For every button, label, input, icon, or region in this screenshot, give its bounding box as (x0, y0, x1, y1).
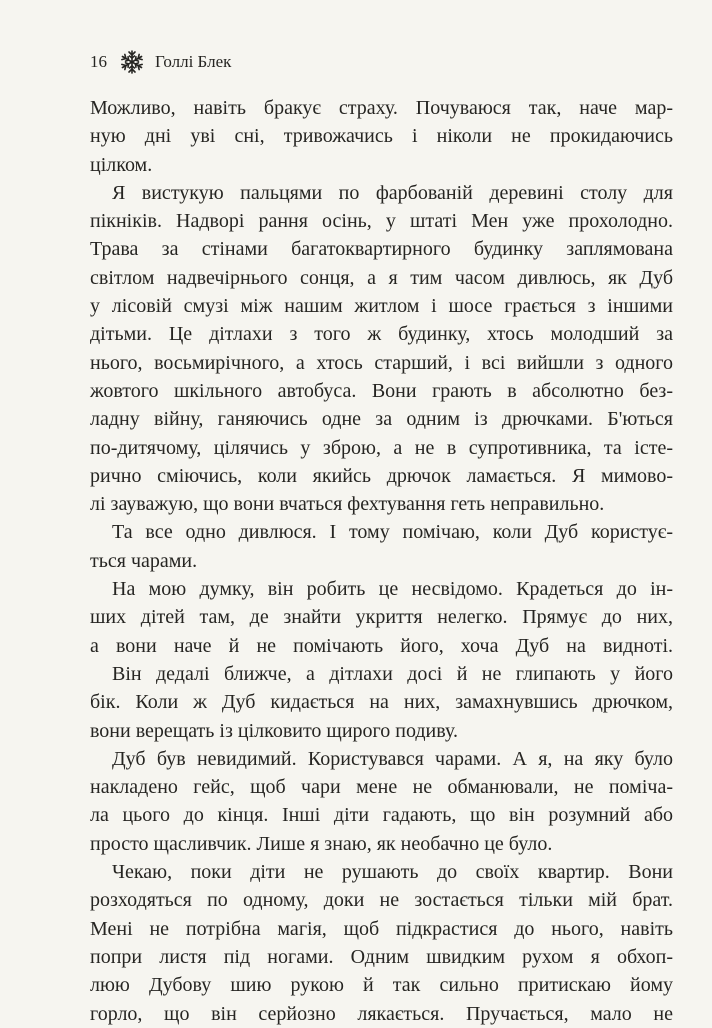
text-line: Мені не потрібна магія, щоб підкрастися до нього, навіть (90, 917, 673, 940)
text-line: Дуб був невидимий. Користувався чарами. А я, на яку було (112, 747, 673, 770)
text-line: дітьми. Це дітлахи з того ж будинку, хтось молодший за (90, 323, 673, 346)
text-line: Та все одно дивлюся. І тому помічаю, коли Дуб користує- (112, 521, 673, 544)
text-line: ших дітей там, де знайти укриття нелегко. Прямує до них, (90, 606, 673, 629)
text-line: На мою думку, він робить це несвідомо. Крадеться до ін- (112, 578, 673, 601)
text-line: а вони наче й не помічають його, хоча Дуб на видноті. (90, 634, 673, 657)
text-line: попри листя під ногами. Одним швидким рухом я обхоп- (90, 945, 673, 968)
text-line: ла цього до кінця. Інші діти гадають, що він розумний або (90, 804, 673, 827)
text-line: бік. Коли ж Дуб кидається на них, замахнувшись дрючком, (90, 691, 673, 714)
text-line: у лісовій смузі між нашим житлом і шосе грається з іншими (90, 295, 673, 318)
text-line: цілком. (90, 153, 153, 176)
text-line: розходяться по одному, доки не зостається тільки мій брат. (90, 889, 673, 912)
text-line: Можливо, навіть бракує страху. Почуваюся так, наче мар- (90, 97, 673, 119)
author-name: Голлі Блек (155, 52, 232, 71)
text-line: Він дедалі ближче, а дітлахи досі й не глипають у його (112, 662, 673, 685)
text-line: по-дитячому, цілячись у зброю, а не в супротивника, та істе- (90, 436, 673, 459)
text-line: нього, восьмирічного, а хтось старший, і всі вийшли з одного (90, 351, 673, 374)
text-line: просто щасливчик. Лише я знаю, як необачно це було. (90, 832, 553, 855)
page-number: 16 (90, 52, 107, 71)
text-line: накладено гейс, щоб чари мене не обманювали, не поміча- (90, 776, 673, 799)
text-line: вони верещать із цілковито щирого подиву. (90, 719, 459, 742)
text-line: горло, що він серйозно лякається. Пручається, мало не (90, 1002, 673, 1025)
text-line: жовтого шкільного автобуса. Вони грають в абсолютно без- (90, 379, 673, 402)
text-line: світлом надвечірнього сонця, а я тим часом дивлюсь, як Дуб (90, 266, 673, 289)
text-line: люю Дубову шию рукою й так сильно притискаю йому (90, 974, 673, 997)
snowflake-icon (119, 49, 145, 75)
text-line: рично сміючись, коли якийсь дрючок ламається. Я мимово- (90, 464, 673, 487)
text-line: ться чарами. (90, 549, 198, 572)
text-line: Я вистукую пальцями по фарбованій деревині столу для (112, 181, 673, 204)
text-line: ладну війну, ганяючись одне за одним із дрючками. Б'ються (90, 408, 673, 431)
text-line: ную дні уві сні, тривожачись і ніколи не прокидаючись (90, 125, 673, 148)
text-line: Чекаю, поки діти не рушають до своїх квартир. Вони (112, 861, 673, 884)
page-body-text (90, 94, 673, 1028)
text-line: лі зауважую, що вони вчаться фехтування геть неправильно. (90, 493, 605, 516)
text-line: пікніків. Надворі рання осінь, у штаті Мен уже прохолодно. (90, 210, 673, 233)
running-header (90, 48, 231, 76)
text-line: Трава за стінами багатоквартирного будинку заплямована (90, 238, 673, 261)
